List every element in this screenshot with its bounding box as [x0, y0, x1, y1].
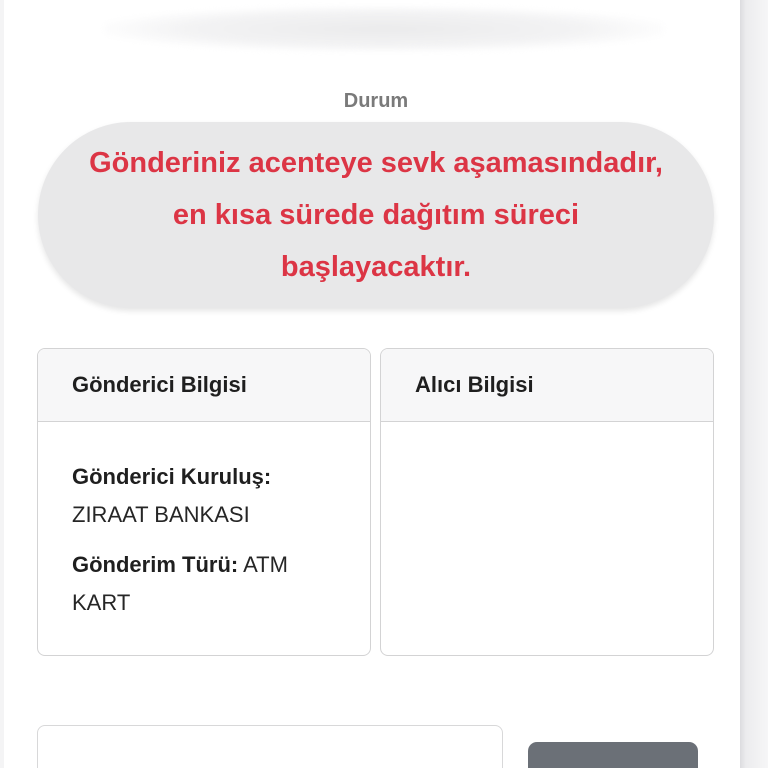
status-message-line-1: Gönderiniz acenteye sevk aşamasındadır,	[89, 147, 663, 179]
bottom-input-field[interactable]	[37, 725, 503, 768]
status-message-line-3: başlayacaktır.	[280, 251, 472, 283]
status-message	[89, 137, 663, 293]
sender-card-body	[38, 422, 370, 622]
tracking-panel	[4, 0, 740, 768]
receiver-card-title: Alıcı Bilgisi	[381, 349, 713, 422]
sender-institution-value: ZIRAAT BANKASI	[72, 502, 250, 527]
bottom-action-button[interactable]	[528, 742, 698, 768]
sender-info-card	[37, 348, 371, 656]
shipment-type-field	[72, 546, 336, 622]
sender-card-title: Gönderici Bilgisi	[38, 349, 370, 422]
sender-institution-label: Gönderici Kuruluş:	[72, 464, 272, 489]
receiver-card-body-redacted	[381, 422, 713, 458]
redacted-header	[104, 6, 664, 52]
status-message-line-2: en kısa sürede dağıtım süreci	[172, 199, 580, 231]
shipment-type-label: Gönderim Türü:	[72, 552, 239, 577]
sender-institution-field	[72, 458, 336, 534]
page-side-shadow	[740, 0, 768, 768]
shipment-type-value: ATM KART	[72, 552, 288, 615]
status-label: Durum	[343, 90, 409, 112]
receiver-info-card	[380, 348, 714, 656]
status-bubble	[38, 122, 714, 308]
